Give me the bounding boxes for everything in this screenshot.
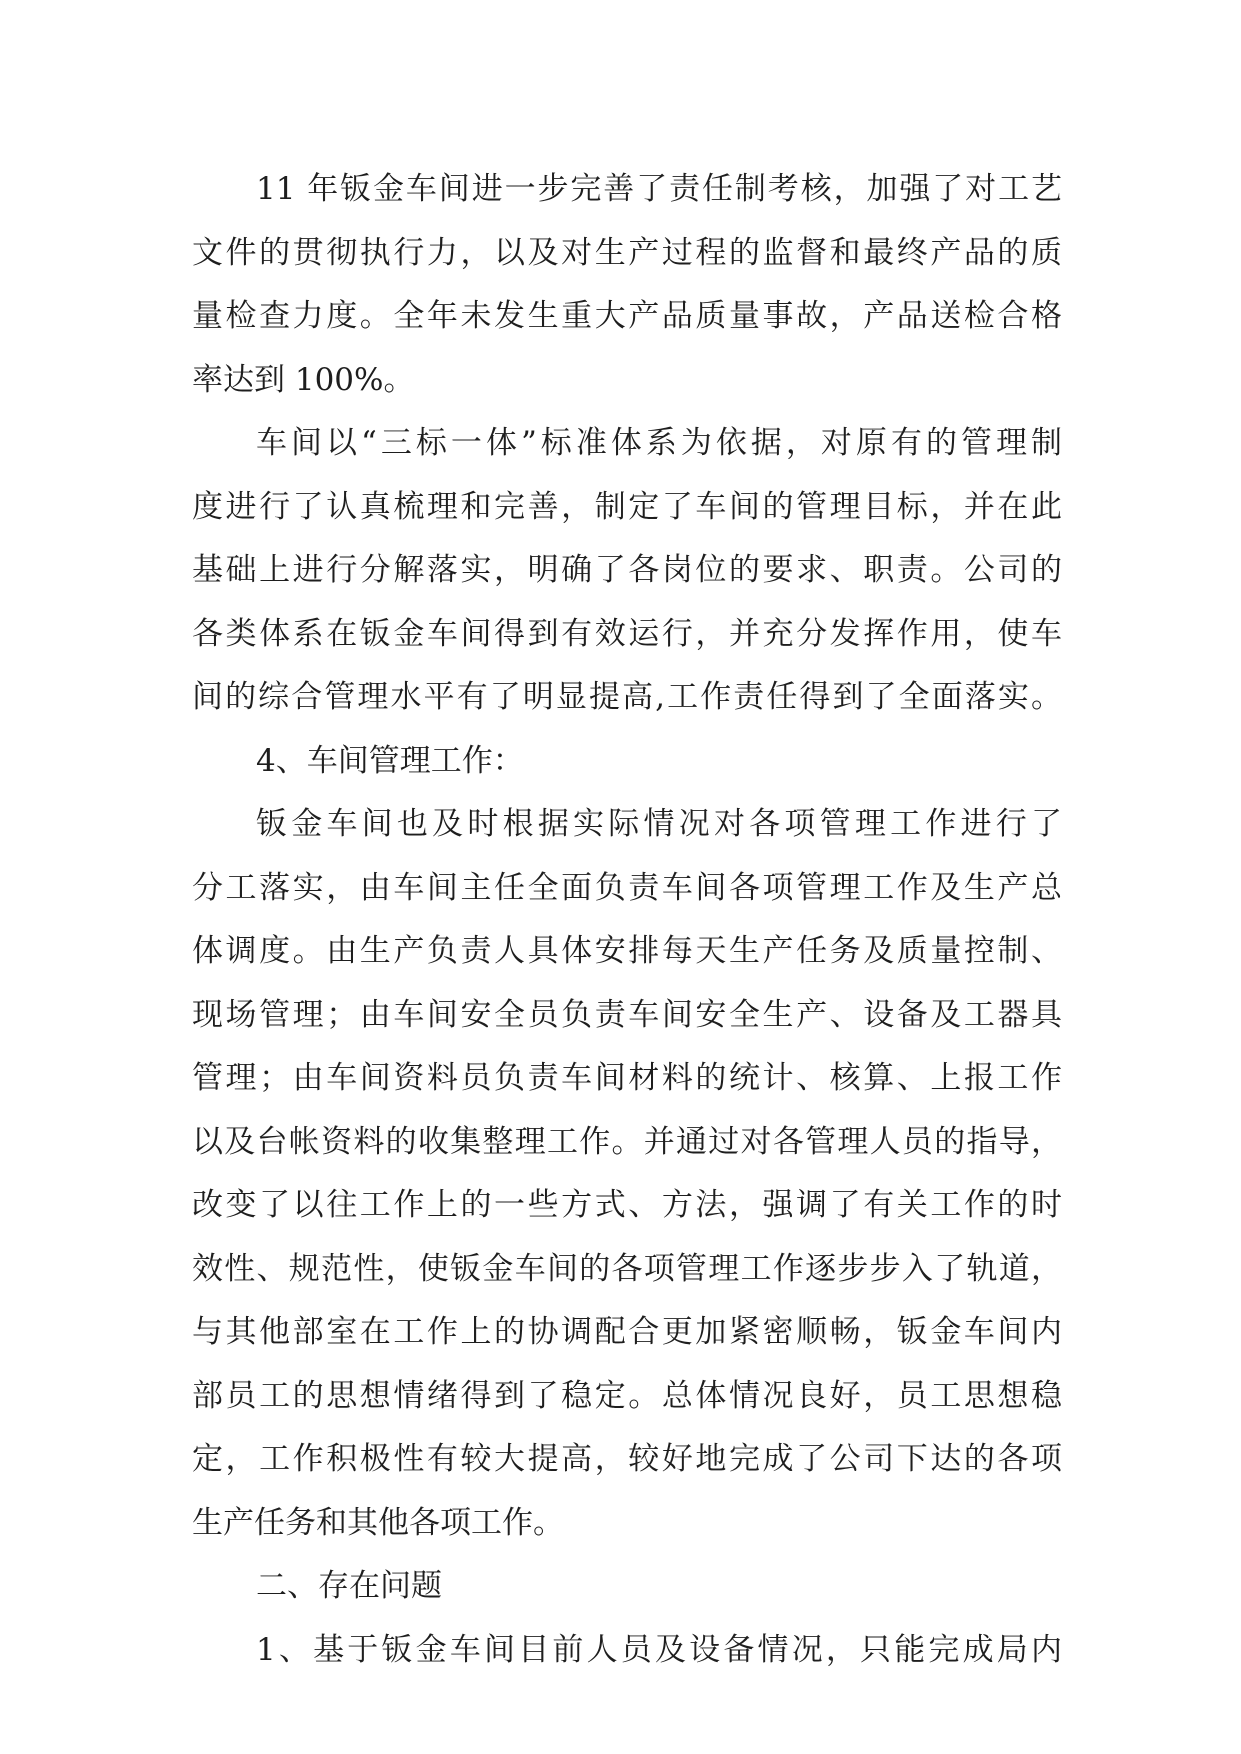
- text-line: 以及台帐资料的收集整理工作。并通过对各管理人员的指导，: [192, 1123, 1062, 1160]
- text-line: 基础上进行分解落实，明确了各岗位的要求、职责。公司的: [192, 552, 1062, 588]
- text-line: 4、车间管理工作：: [256, 742, 524, 779]
- text-line: 与其他部室在工作上的协调配合更加紧密顺畅，钣金车间内: [192, 1314, 1062, 1350]
- text-line: 生产任务和其他各项工作。: [192, 1504, 564, 1541]
- text-line: 管理；由车间资料员负责车间材料的统计、核算、上报工作: [192, 1060, 1062, 1096]
- text-line: 二、存在问题: [256, 1568, 442, 1604]
- text-line: 1、基于钣金车间目前人员及设备情况，只能完成局内: [256, 1631, 1062, 1668]
- paragraph: [192, 158, 1062, 412]
- text-line: 分工落实，由车间主任全面负责车间各项管理工作及生产总: [192, 869, 1062, 906]
- paragraph: [192, 1619, 1062, 1683]
- paragraph: [192, 412, 1062, 730]
- text-line: 率达到 100%。: [192, 361, 415, 398]
- text-line: 量检查力度。全年未发生重大产品质量事故，产品送检合格: [192, 298, 1062, 334]
- text-line: 部员工的思想情绪得到了稳定。总体情况良好，员工思想稳: [192, 1377, 1062, 1414]
- text-line: 各类体系在钣金车间得到有效运行，并充分发挥作用，使车: [192, 615, 1062, 652]
- text-line: 车间以“三标一体”标准体系为依据，对原有的管理制: [256, 425, 1062, 461]
- text-line: 体调度。由生产负责人具体安排每天生产任务及质量控制、: [192, 933, 1062, 969]
- section-heading: [192, 1555, 1062, 1619]
- text-line: 11 年钣金车间进一步完善了责任制考核，加强了对工艺: [256, 171, 1062, 207]
- section-heading: [192, 730, 1062, 794]
- text-line: 效性、规范性，使钣金车间的各项管理工作逐步步入了轨道，: [192, 1250, 1062, 1287]
- paragraph: [192, 793, 1062, 1555]
- text-line: 度进行了认真梳理和完善，制定了车间的管理目标，并在此: [192, 488, 1062, 525]
- text-line: 文件的贯彻执行力，以及对生产过程的监督和最终产品的质: [192, 234, 1062, 271]
- document-body: [192, 158, 1062, 1682]
- text-line: 间的综合管理水平有了明显提高,工作责任得到了全面落实。: [192, 679, 1062, 715]
- text-line: 现场管理；由车间安全员负责车间安全生产、设备及工器具: [192, 996, 1062, 1033]
- text-line: 钣金车间也及时根据实际情况对各项管理工作进行了: [256, 806, 1062, 842]
- text-line: 改变了以往工作上的一些方式、方法，强调了有关工作的时: [192, 1187, 1062, 1223]
- text-line: 定，工作积极性有较大提高，较好地完成了公司下达的各项: [192, 1441, 1062, 1477]
